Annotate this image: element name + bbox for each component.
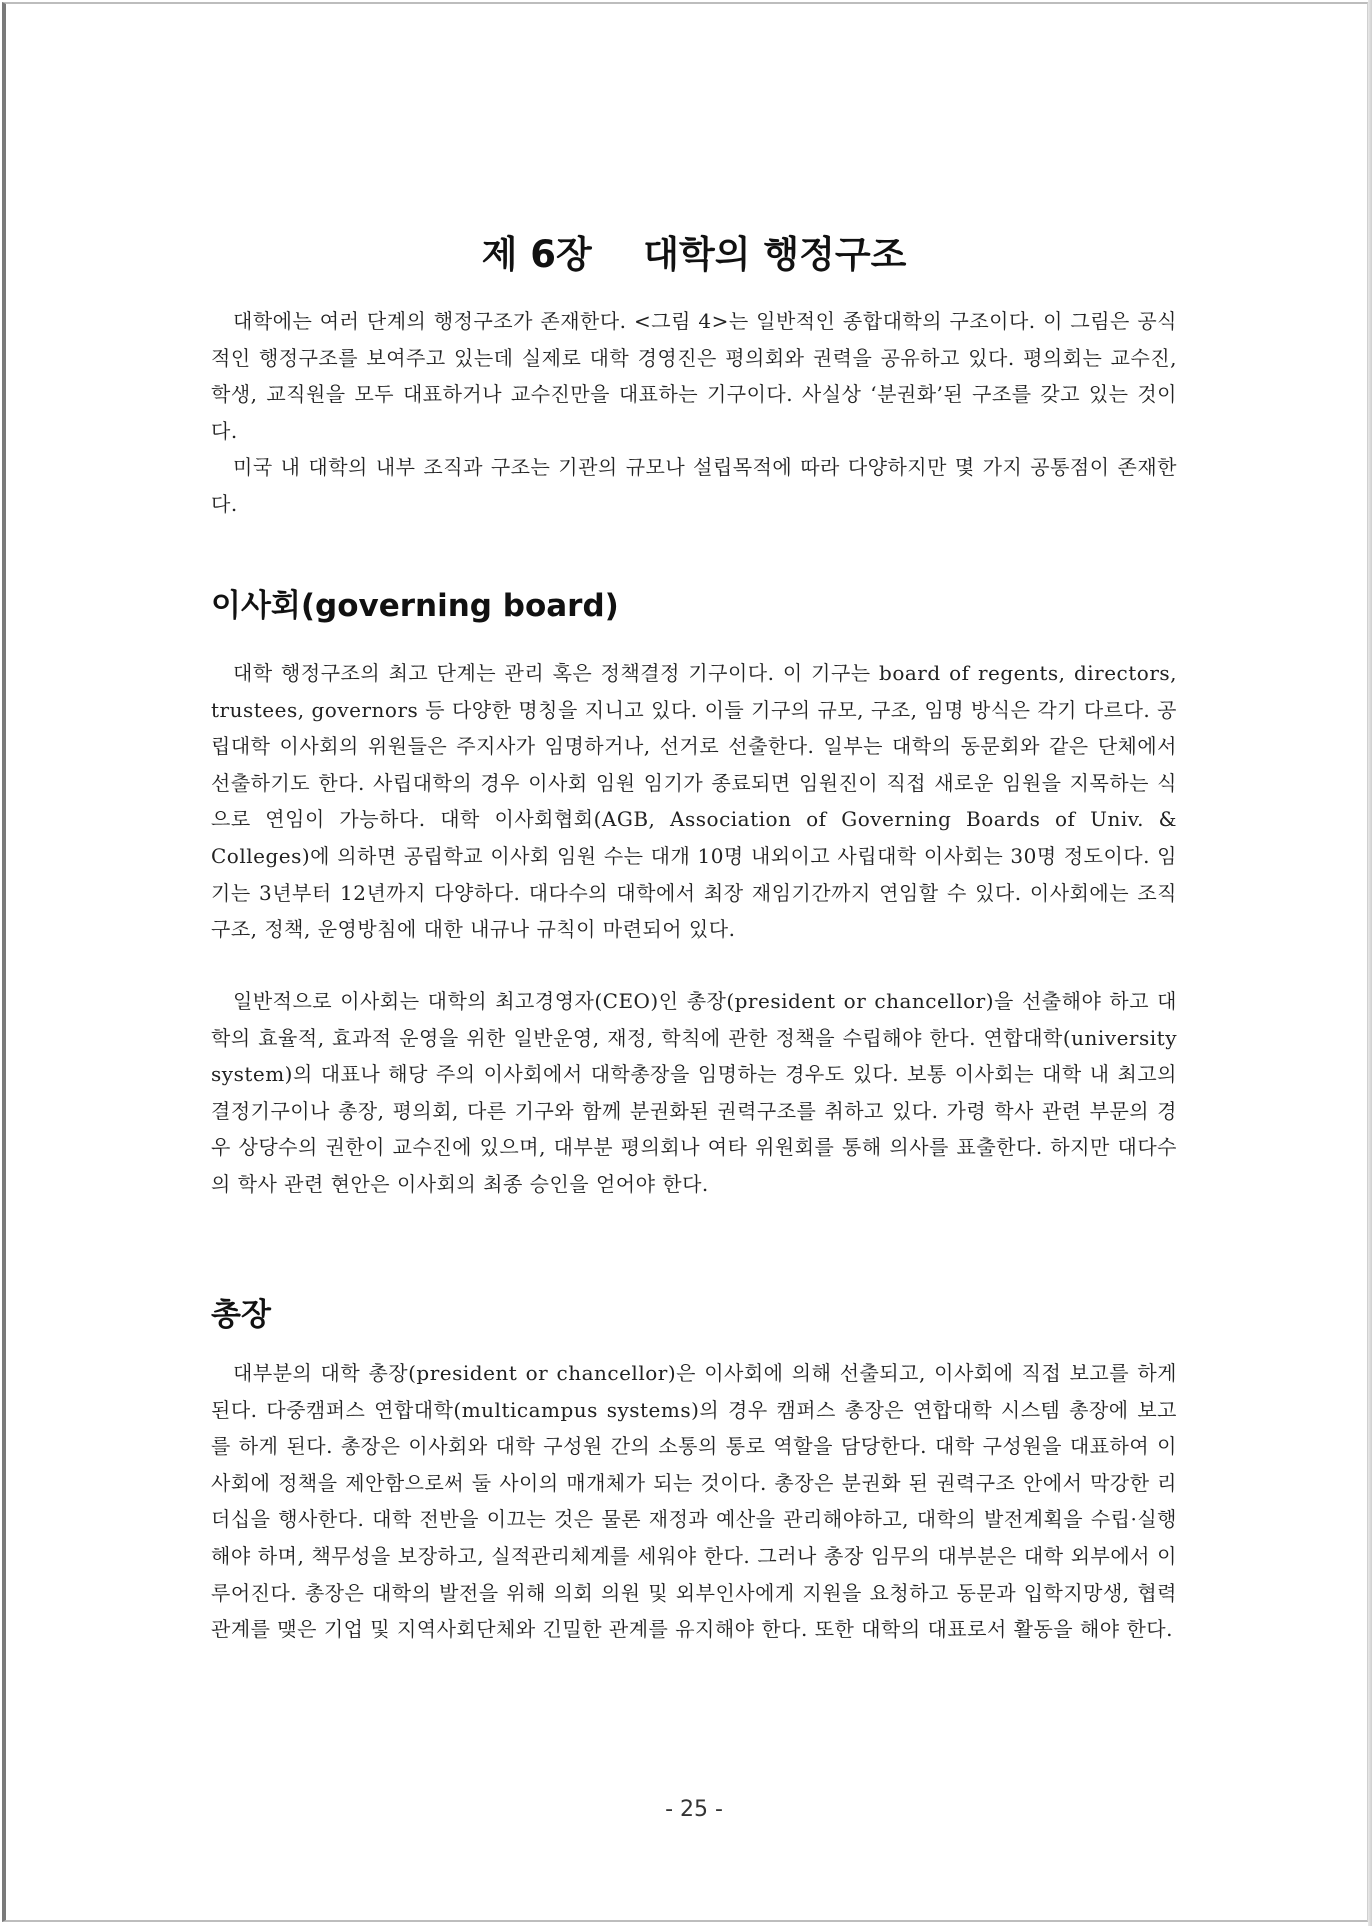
president-paragraph-1: 대부분의 대학 총장(president or chancellor)은 이사회에 의해 선출되고, 이사회에 직접 보고를 하게 된다. 다중캠퍼스 연합대학(multicampus systems)의 경우 캠퍼스 총장은 연합대학 시스템 총장에 보고를 하게 된다. 총장은 이사회와 대학 구성원 간의 소통의 통로 역할을 담당한다. 대학 구성원을 대표하여 이사회에 정책을 제안함으로써 둘 사이의 매개체가 되는 것이다. 총장은 분권화 된 권력구조 안에서 막강한 리더십을 행사한다. 대학 전반을 이끄는 것은 물론 재정과 예산을 관리해야하고, 대학의 발전계획을 수립·실행해야 하며, 책무성을 보장하고, 실적관리체계를 세워야 한다. 그러나 총장 임무의 대부분은 대학 외부에서 이루어진다. 총장은 대학의 발전을 위해 의회 의원 및 외부인사에게 지원을 요청하고 동문과 입학지망생, 협력관계를 맺은 기업 및 지역사회단체와 긴밀한 관계를 유지해야 한다. 또한 대학의 대표로서 활동을 해야 한다. bbox=[211, 1361, 1177, 1642]
section-heading-president: 총장 bbox=[211, 1297, 271, 1333]
governing-board-paragraph-2: 일반적으로 이사회는 대학의 최고경영자(CEO)인 총장(president or chancellor)을 선출해야 하고 대학의 효율적, 효과적 운영을 위한 일반운영, 재정, 학칙에 관한 정책을 수립해야 한다. 연합대학(university system)의 대표나 해당 주의 이사회에서 대학총장을 임명하는 경우도 있다. 보통 이사회는 대학 내 최고의 결정기구이나 총장, 평의회, 다른 기구와 함께 분권화된 권력구조를 취하고 있다. 가령 학사 관련 부문의 경우 상당수의 권한이 교수진에 있으며, 대부분 평의회나 여타 위원회를 통해 의사를 표출한다. 하지만 대다수의 학사 관련 현안은 이사회의 최종 승인을 얻어야 한다. bbox=[211, 989, 1177, 1196]
section-heading-governing-board: 이사회(governing board) bbox=[211, 588, 619, 624]
governing-board-paragraph-1: 대학 행정구조의 최고 단계는 관리 혹은 정책결정 기구이다. 이 기구는 board of regents, directors, trustees, governors 등 다양한 명칭을 지니고 있다. 이들 기구의 규모, 구조, 임명 방식은 각기 다르다. 공립대학 이사회의 위원들은 주지사가 임명하거나, 선거로 선출한다. 일부는 대학의 동문회와 같은 단체에서 선출하기도 한다. 사립대학의 경우 이사회 임원 임기가 종료되면 임원진이 직접 새로운 임원을 지목하는 식으로 연임이 가능하다. 대학 이사회협회(AGB, Association of Governing Boards of Univ. & Colleges)에 의하면 공립학교 이사회 임원 수는 대개 10명 내외이고 사립대학 이사회는 30명 정도이다. 임기는 3년부터 12년까지 다양하다. 대다수의 대학에서 최장 재임기간까지 연임할 수 있다. 이사회에는 조직구조, 정책, 운영방침에 대한 내규나 규칙이 마련되어 있다. bbox=[211, 661, 1177, 942]
intro-paragraph-2: 미국 내 대학의 내부 조직과 구조는 기관의 규모나 설립목적에 따라 다양하지만 몇 가지 공통점이 존재한다. bbox=[211, 455, 1177, 516]
chapter-title: 제 6장 대학의 행정구조 bbox=[481, 233, 907, 276]
page-edge-shadow bbox=[1368, 0, 1372, 1926]
page-number: - 25 - bbox=[665, 1797, 723, 1822]
intro-paragraph-1: 대학에는 여러 단계의 행정구조가 존재한다. <그림 4>는 일반적인 종합대학의 구조이다. 이 그림은 공식적인 행정구조를 보여주고 있는데 실제로 대학 경영진은 평의회와 권력을 공유하고 있다. 평의회는 교수진, 학생, 교직원을 모두 대표하거나 교수진만을 대표하는 기구이다. 사실상 ‘분권화’된 구조를 갖고 있는 것이다. bbox=[211, 309, 1177, 443]
